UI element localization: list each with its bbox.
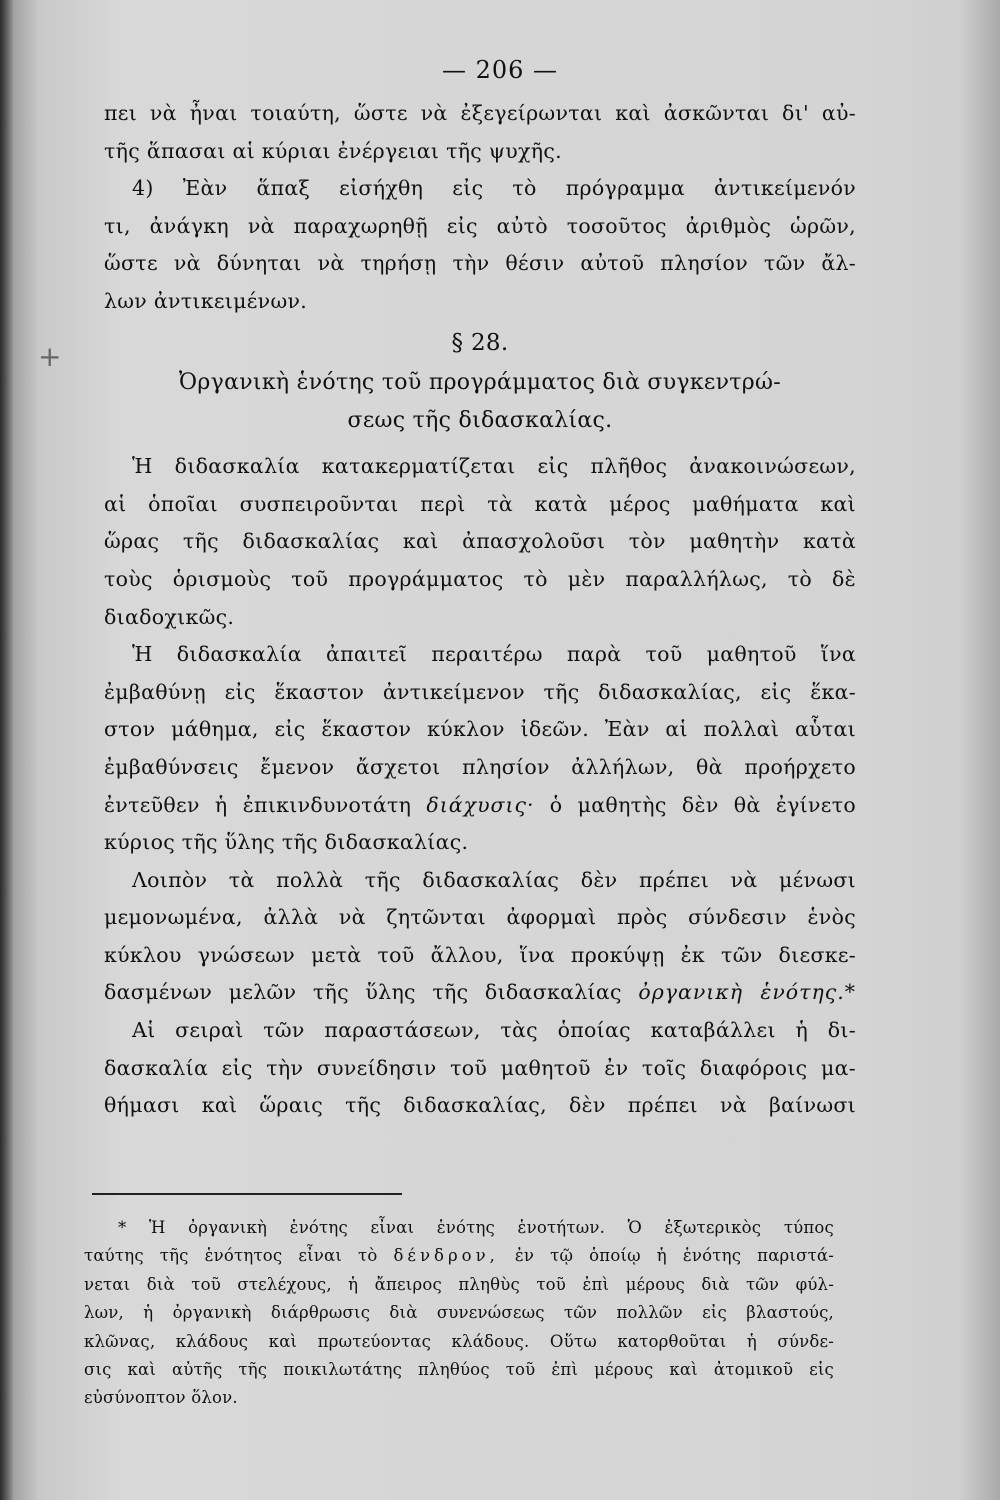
text-line: τῆς ἅπασαι αἱ κύριαι ἐνέργειαι τῆς ψυχῆς.	[104, 138, 562, 163]
text-line: τι, ἀνάγκη νὰ παραχωρηθῇ εἰς αὐτὸ τοσοῦτος ἀριθμὸς ὡρῶν,	[104, 213, 856, 238]
footnote-line: λων, ἡ ὀργανικὴ διάρθρωσις διὰ συνενώσεως τῶν πολλῶν εἰς βλαστούς,	[84, 1303, 834, 1323]
text-line	[104, 974, 856, 1012]
footnote-line: σις καὶ αὐτῆς τῆς ποικιλωτάτης πληθύος τοῦ ἐπὶ μέρους καὶ ἀτομικοῦ εἰς	[84, 1360, 834, 1380]
text-line: Λοιπὸν τὰ πολλὰ τῆς διδασκαλίας δὲν πρέπει νὰ μένωσι	[132, 867, 856, 892]
registration-mark: +	[38, 340, 62, 373]
text-line: ἐμβαθύνσεις ἔμενον ἄσχετοι πλησίον ἀλλήλων, θὰ προήρχετο	[104, 754, 856, 779]
text-line: κύριος τῆς ὕλης τῆς διδασκαλίας.	[104, 830, 469, 855]
footnote-divider	[92, 1193, 402, 1195]
emphasized-word: διάχυσις·	[426, 792, 535, 817]
text-line: διαδοχικῶς.	[104, 604, 235, 629]
text-line: κύκλου γνώσεων μετὰ τοῦ ἄλλου, ἵνα προκύψῃ ἐκ τῶν διεσκε-	[104, 942, 856, 967]
text-line: Ἡ διδασκαλία κατακερματίζεται εἰς πλῆθος ἀνακοινώσεων,	[132, 454, 856, 479]
text-line: μεμονωμένα, ἀλλὰ νὰ ζητῶνται ἀφορμαὶ πρὸς σύνδεσιν ἑνὸς	[104, 905, 856, 930]
footnote-line: εὐσύνοπτον ὅλον.	[84, 1388, 238, 1408]
emphasized-phrase: ὀργανικὴ ἑνότης.*	[638, 980, 856, 1005]
text-line: Αἱ σειραὶ τῶν παραστάσεων, τὰς ὁποίας καταβάλλει ἡ δι-	[132, 1018, 856, 1043]
text-line: πει νὰ ἦναι τοιαύτη, ὥστε νὰ ἐξεγείρωνται καὶ ἀσκῶνται δι' αὐ-	[104, 101, 856, 125]
text-line: λων ἀντικειμένων.	[104, 288, 308, 313]
text-line: θήμασι καὶ ὥραις τῆς διδασκαλίας, δὲν πρέπει νὰ βαίνωσι	[104, 1093, 856, 1118]
text-fragment: ταύτης τῆς ἑνότητος εἶναι τὸ	[84, 1246, 378, 1266]
text-line: στον μάθημα, εἰς ἕκαστον κύκλον ἰδεῶν. Ἐὰν αἱ πολλαὶ αὗται	[104, 717, 856, 742]
text-line: αἱ ὁποῖαι συσπειροῦνται περὶ τὰ κατὰ μέρος μαθήματα καὶ	[104, 491, 856, 516]
spaced-word: δένδρον,	[393, 1246, 499, 1266]
text-line: ὥστε νὰ δύνηται νὰ τηρήσῃ τὴν θέσιν αὐτοῦ πλησίον τῶν ἄλ-	[104, 251, 856, 276]
main-text	[104, 95, 856, 1125]
text-line: 4) Ἐὰν ἅπαξ εἰσήχθη εἰς τὸ πρόγραμμα ἀντικείμενόν	[132, 176, 856, 201]
text-line: Ἡ διδασκαλία ἀπαιτεῖ περαιτέρω παρὰ τοῦ μαθητοῦ ἵνα	[132, 642, 856, 667]
text-fragment: ὁ μαθητὴς δὲν θὰ ἐγίνετο	[549, 792, 856, 817]
text-line: τοὺς ὁρισμοὺς τοῦ προγράμματος τὸ μὲν παραλλήλως, τὸ δὲ	[104, 566, 856, 591]
footnote-line	[84, 1242, 834, 1270]
text-line: ἐμβαθύνῃ εἰς ἕκαστον ἀντικείμενον τῆς διδασκαλίας, εἰς ἕκα-	[104, 679, 856, 704]
text-fragment: ἐν τῷ ὁποίῳ ἡ ἑνότης παριστά-	[514, 1246, 835, 1266]
section-title-line: Ὀργανικὴ ἑνότης τοῦ προγράμματος διὰ συγκεντρώ-	[179, 370, 781, 396]
footnote-line: κλῶνας, κλάδους καὶ πρωτεύοντας κλάδους. Οὕτω κατορθοῦται ἡ σύνδε-	[84, 1331, 834, 1351]
text-line	[104, 787, 856, 825]
text-line: δασκαλία εἰς τὴν συνείδησιν τοῦ μαθητοῦ ἐν τοῖς διαφόροις μα-	[104, 1055, 856, 1080]
text-line: ὥρας τῆς διδασκαλίας καὶ ἀπασχολοῦσι τὸν μαθητὴν κατὰ	[104, 529, 856, 554]
footnote-line: * Ἡ ὀργανικὴ ἑνότης εἶναι ἑνότης ἑνοτήτων. Ὁ ἐξωτερικὸς τύπος	[118, 1218, 834, 1237]
text-fragment: ἐντεῦθεν ἡ ἐπικινδυνοτάτη	[104, 792, 412, 817]
text-fragment: δασμένων μελῶν τῆς ὕλης τῆς διδασκαλίας	[104, 980, 622, 1005]
section-title-line: σεως τῆς διδασκαλίας.	[347, 408, 613, 434]
gutter-shadow	[0, 0, 14, 1500]
page-number: — 206 —	[441, 56, 559, 84]
footnote-line: νεται διὰ τοῦ στελέχους, ἡ ἄπειρος πληθὺς τοῦ ἐπὶ μέρους διὰ τῶν φύλ-	[84, 1274, 834, 1294]
footnote	[84, 1214, 834, 1413]
section-number: § 28.	[451, 329, 509, 356]
